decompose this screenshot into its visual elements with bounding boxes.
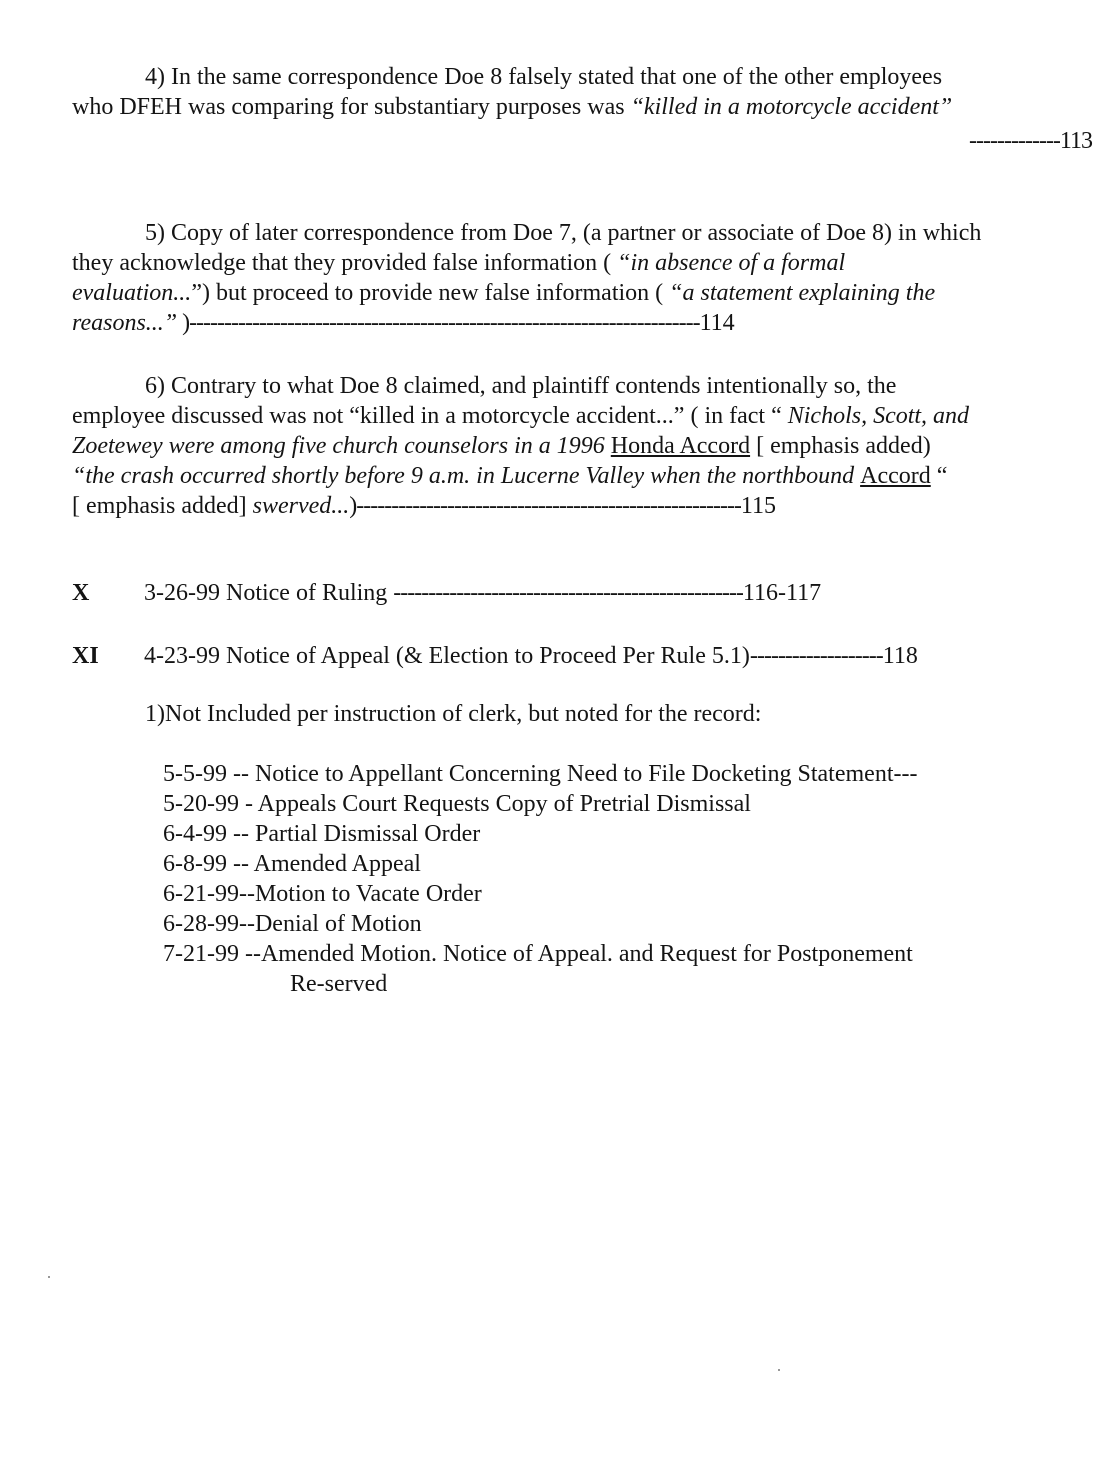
item-4-text: who DFEH was comparing for substantiary purposes was <box>72 94 631 120</box>
item-4 <box>72 62 1072 122</box>
item-4-line-1: 4) In the same correspondence Doe 8 falsely stated that one of the other employees <box>145 64 943 90</box>
list-item: 6-8-99 -- Amended Appeal <box>163 851 421 877</box>
list-item-continuation: Re-served <box>290 971 388 997</box>
item-5-line-1: 5) Copy of later correspondence from Doe 7, (a partner or associate of Doe 8) in which <box>145 220 982 246</box>
list-item: 5-5-99 -- Notice to Appellant Concerning Need to File Docketing Statement--- <box>163 761 918 787</box>
section-x <box>72 578 1072 608</box>
item-6-quote: swerved... <box>252 493 350 519</box>
section-page-ref: 116-117 <box>742 580 822 606</box>
item-6-line-2 <box>72 401 1072 431</box>
item-4-line-2 <box>72 92 1072 122</box>
scan-speck <box>778 1369 780 1371</box>
item-6-text: [ emphasis added] <box>72 493 253 519</box>
item-6-underlined-text: Accord <box>860 463 931 489</box>
list-item: 5-20-99 - Appeals Court Requests Copy of Pretrial Dismissal <box>163 791 751 817</box>
record-note: 1)Not Included per instruction of clerk, but noted for the record: <box>145 701 762 727</box>
item-6-quote: “the crash occurred shortly before 9 a.m. in Lucerne Valley when the northbound <box>72 463 861 489</box>
item-5-line-2 <box>72 248 1072 278</box>
item-5-quote: reasons...” <box>72 310 178 336</box>
item-6-text: [ emphasis added) <box>750 433 931 459</box>
dot-leader: )------------------------------------------------------- <box>349 493 741 519</box>
section-page-ref: 118 <box>882 643 918 669</box>
list-item: 7-21-99 --Amended Motion. Notice of Appeal. and Request for Postponement <box>163 941 913 967</box>
item-5-line-4 <box>72 308 1072 338</box>
section-title: 3-26-99 Notice of Ruling <box>144 580 394 606</box>
dot-leader: )------------------------------------------------------------------------- <box>177 310 700 336</box>
item-6-line-5 <box>72 491 1072 521</box>
item-6-quote: Nichols, Scott, and <box>787 403 970 429</box>
item-5-quote: evaluation... <box>72 280 192 306</box>
item-6-line-4 <box>72 461 1072 491</box>
item-5-page-ref: 114 <box>699 310 735 336</box>
item-6-line-1: 6) Contrary to what Doe 8 claimed, and plaintiff contends intentionally so, the <box>145 373 897 399</box>
item-5-text: ”) but proceed to provide new false information ( <box>191 280 670 306</box>
item-5 <box>72 218 1072 338</box>
dot-leader: ------------------- <box>749 643 883 669</box>
item-4-quote: “killed in a motorcycle accident” <box>630 94 953 120</box>
item-6 <box>72 371 1072 521</box>
section-title: 4-23-99 Notice of Appeal (& Election to Proceed Per Rule 5.1) <box>144 643 750 669</box>
list-item: 6-28-99--Denial of Motion <box>163 911 422 937</box>
item-6-text: “ <box>930 463 948 489</box>
section-number: XI <box>72 643 99 669</box>
item-6-page-ref: 115 <box>740 493 776 519</box>
dot-leader: -------------------------------------------------- <box>393 580 743 606</box>
item-6-underlined-text: Honda Accord <box>610 433 751 459</box>
item-6-quote: Zoetewey were among five church counselors in a 1996 <box>72 433 611 459</box>
item-5-text: they acknowledge that they provided false information ( <box>72 250 618 276</box>
list-item: 6-21-99--Motion to Vacate Order <box>163 881 482 907</box>
noted-items-list <box>163 759 917 999</box>
section-number: X <box>72 580 90 606</box>
item-5-quote: “in absence of a formal <box>617 250 846 276</box>
scan-speck <box>48 1276 50 1278</box>
item-4-page-ref: -------------113 <box>968 128 1092 154</box>
item-5-line-3 <box>72 278 1072 308</box>
section-xi <box>72 641 1072 671</box>
item-5-quote: “a statement explaining the <box>669 280 936 306</box>
item-6-line-3 <box>72 431 1072 461</box>
list-item: 6-4-99 -- Partial Dismissal Order <box>163 821 481 847</box>
item-6-text: employee discussed was not “killed in a motorcycle accident...” ( in fact “ <box>72 403 788 429</box>
